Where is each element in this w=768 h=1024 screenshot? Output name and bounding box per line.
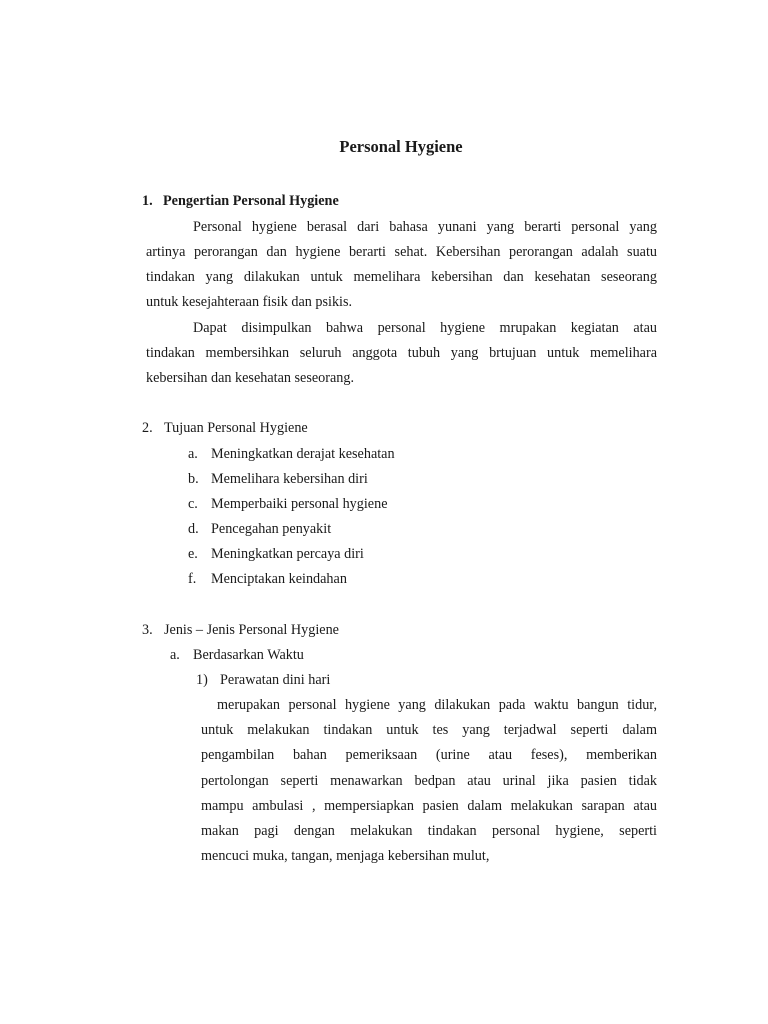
subsection-1-marker: 1) xyxy=(196,672,208,688)
section-1-para-1-line-4: untuk kesejahteraan fisik dan psikis. xyxy=(146,294,353,310)
list-item-marker: b. xyxy=(188,471,199,487)
list-item: Meningkatkan percaya diri xyxy=(211,546,364,562)
section-1-heading: Pengertian Personal Hygiene xyxy=(163,193,339,209)
section-3-para-line-6: makan pagi dengan melakukan tindakan personal hygiene, seperti xyxy=(201,823,657,839)
list-item-marker: a. xyxy=(188,446,198,462)
section-1-para-1-line-1: Personal hygiene berasal dari bahasa yunani yang berarti personal yang xyxy=(193,219,657,235)
section-3-para-line-1: merupakan personal hygiene yang dilakukan pada waktu bangun tidur, xyxy=(217,697,657,713)
section-3-para-line-5: mampu ambulasi , mempersiapkan pasien dalam melakukan sarapan atau xyxy=(201,798,657,814)
section-1-para-1-line-2: artinya perorangan dan hygiene berarti sehat. Kebersihan perorangan adalah suatu xyxy=(146,244,657,260)
section-3-number: 3. xyxy=(142,622,153,638)
section-3-para-line-3: pengambilan bahan pemeriksaan (urine atau feses), memberikan xyxy=(201,747,657,763)
subsection-a-heading: Berdasarkan Waktu xyxy=(193,647,304,663)
section-1-number: 1. xyxy=(142,193,153,209)
list-item: Meningkatkan derajat kesehatan xyxy=(211,446,395,462)
section-2-heading: Tujuan Personal Hygiene xyxy=(164,420,308,436)
section-3-para-line-7: mencuci muka, tangan, menjaga kebersihan mulut, xyxy=(201,848,490,864)
list-item: Memperbaiki personal hygiene xyxy=(211,496,388,512)
list-item: Menciptakan keindahan xyxy=(211,571,347,587)
section-1-para-1-line-3: tindakan yang dilakukan untuk memelihara kebersihan dan kesehatan seseorang xyxy=(146,269,657,285)
subsection-a-marker: a. xyxy=(170,647,180,663)
subsection-1-heading: Perawatan dini hari xyxy=(220,672,331,688)
section-1-para-2-line-3: kebersihan dan kesehatan seseorang. xyxy=(146,370,354,386)
section-3-para-line-4: pertolongan seperti menawarkan bedpan atau urinal jika pasien tidak xyxy=(201,773,657,789)
document-title: Personal Hygiene xyxy=(339,137,463,156)
section-2-number: 2. xyxy=(142,420,153,436)
list-item: Pencegahan penyakit xyxy=(211,521,332,537)
section-1-para-2-line-2: tindakan membersihkan seluruh anggota tubuh yang brtujuan untuk memelihara xyxy=(146,345,657,361)
section-3-para-line-2: untuk melakukan tindakan untuk tes yang terjadwal seperti dalam xyxy=(201,722,657,738)
list-item-marker: f. xyxy=(188,571,197,587)
list-item-marker: e. xyxy=(188,546,198,562)
section-3-heading: Jenis – Jenis Personal Hygiene xyxy=(164,622,339,638)
list-item-marker: d. xyxy=(188,521,199,537)
list-item-marker: c. xyxy=(188,496,198,512)
section-1-para-2-line-1: Dapat disimpulkan bahwa personal hygiene mrupakan kegiatan atau xyxy=(193,320,657,336)
list-item: Memelihara kebersihan diri xyxy=(211,471,368,487)
